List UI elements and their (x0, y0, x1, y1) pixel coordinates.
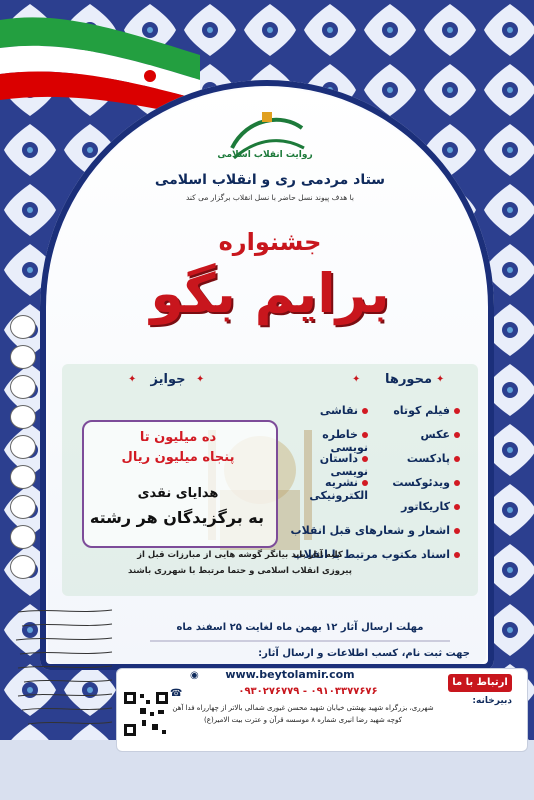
topic-item: کاریکاتور (401, 500, 460, 513)
bullet-icon (454, 456, 460, 462)
festival-title: برایم بگو (150, 262, 390, 325)
phone-icon: ☎ (170, 688, 183, 699)
prize-range-line1: ده میلیون تا (139, 430, 217, 445)
bullet-icon (362, 432, 368, 438)
bullet-icon (454, 504, 460, 510)
topic-item: ویدئوکست (392, 476, 460, 489)
topics-heading: محورها (385, 372, 432, 387)
address-line2: کوچه شهید رضا انیری شماره ۸ موسسه قرآن و عترت بیت الامیر(ع) (204, 716, 402, 724)
bullet-icon (454, 408, 460, 414)
bullet-icon (454, 528, 460, 534)
sponsor-logo-icon (10, 555, 36, 579)
note-line2: پیروزی انقلاب اسلامی و حتما مرتبط با شهرری باشند (128, 566, 352, 576)
bullet-icon (362, 480, 368, 486)
topic-item: پادکست (407, 452, 460, 465)
website-link[interactable]: www.beytolamir.com (225, 668, 355, 681)
star-icon: ✦ (196, 374, 205, 385)
festival-label: جشنواره (218, 228, 322, 256)
topics-column-left (282, 404, 368, 514)
topic-item: اسناد مکتوب مرتبط با انقلاب (293, 548, 460, 561)
sponsor-logo-icon (10, 435, 36, 459)
sponsor-logo-icon (10, 315, 36, 339)
sponsor-logo-icon (10, 525, 36, 549)
address-line1: شهرری، بزرگراه شهید بهشتی خیابان شهید محسن غیوری شمالی بالاتر از چهارراه فدا آهن (172, 704, 434, 712)
bullet-icon (362, 456, 368, 462)
topic-item: عکس (421, 428, 460, 441)
bullet-icon (454, 552, 460, 558)
contact-badge: ارتباط با ما (448, 674, 512, 692)
phone-numbers: ۰۹۳۰۲۷۶۷۷۹ - ۰۹۱۰۳۳۷۷۶۷۶ (238, 686, 378, 697)
bullet-icon (454, 480, 460, 486)
topic-item: داستان نویسی (319, 452, 368, 478)
prize-range-line2: پنجاه میلیون ریال (121, 450, 235, 465)
globe-icon: ◉ (190, 670, 199, 681)
sponsor-logo-icon (10, 345, 36, 369)
topic-item: اشعار و شعارهای قبل انقلاب (291, 524, 460, 537)
organization-subtitle: با هدف پیوند نسل حاضر با نسل انقلاب برگزار می کند (185, 193, 355, 202)
topic-item: خاطره نویسی (322, 428, 368, 454)
logo-text: روایت انقلاب اسلامی (217, 150, 313, 160)
secretariat-label: دبیرخانه: (472, 696, 512, 706)
star-icon: ✦ (128, 374, 137, 385)
sponsor-logo-icon (10, 405, 36, 429)
sponsor-logo-icon (10, 495, 36, 519)
star-icon: ✦ (352, 374, 361, 385)
qr-code-icon (122, 690, 170, 738)
topic-item: نقاشی (320, 404, 368, 417)
handwritten-sponsor-list (8, 604, 120, 744)
sponsor-logo-icon (10, 465, 36, 489)
sponsor-logos (4, 315, 34, 615)
star-icon: ✦ (436, 374, 445, 385)
prizes-heading: جوایز (150, 372, 186, 387)
prize-cash-label: هدایای نقدی (137, 486, 219, 501)
bullet-icon (362, 408, 368, 414)
organization-name: ستاد مردمی ری و انقلاب اسلامی (154, 172, 386, 188)
sponsor-logo-icon (10, 375, 36, 399)
bullet-icon (454, 432, 460, 438)
note-line1: کلیه آثار باید بیانگر گوشه هایی از مبارزات قبل از (137, 550, 343, 560)
deadline-text: مهلت ارسال آثار ۱۲ بهمن ماه لغایت ۲۵ اسفند ماه (176, 622, 424, 633)
topic-item: نشریه الکترونیکی (309, 476, 368, 502)
prize-winners-label: به برگزیدگان هر رشته (89, 508, 264, 527)
topic-item: فیلم کوتاه (393, 404, 460, 417)
registration-text: جهت ثبت نام، کسب اطلاعات و ارسال آثار: (258, 648, 470, 659)
